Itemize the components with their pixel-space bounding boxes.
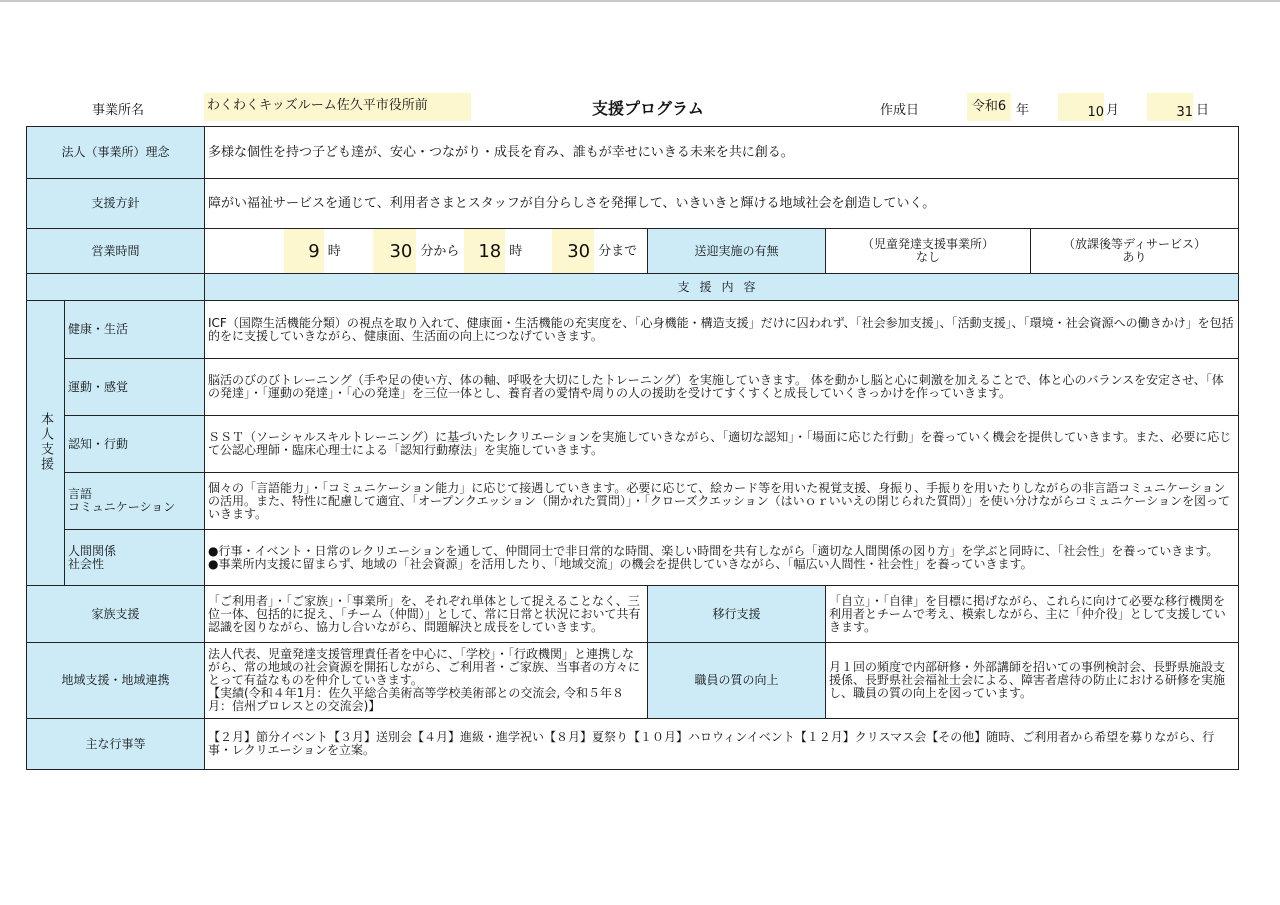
community-text-cell [205, 643, 648, 719]
health-label: 健康・生活 [65, 301, 205, 359]
health-text: ICF（国際生活機能分類）の視点を取り入れて、健康面・生活機能の充実度を、「心身機能・構造支援」だけに囚われず、「社会参加支援」、「活動支援」、「環境・社会資源への働きかけ」を包括的をに支援していきながら、健康面、生活面の向上につなげていきます。 [205, 301, 1239, 359]
motor-row [27, 359, 1239, 416]
relations-row [27, 530, 1239, 586]
after-school-label: （放課後等ディサービス） [1063, 237, 1207, 251]
community-text-1: 法人代表、児童発達支援管理責任者を中心に、「学校」・「行政機関」と連携しながら、常の地域の社会資源を開拓しながら、ご利用者・ご家族、当事者の方々にとって有益なものを仲介していきます。 [208, 647, 641, 687]
community-row [27, 643, 1239, 719]
created-day: 31 [1147, 93, 1193, 121]
hours-row [27, 229, 1239, 274]
relations-text-1: ●行事・イベント・日常のレクリエーションを通して、仲間同士で非日常的な時間、楽しい時間を共有しながら「適切な人間関係の図り方」を学ぶと同時に、「社会性」を養っていきます。 [208, 543, 1219, 558]
events-row [27, 719, 1239, 770]
relations-text-2: ●事業所内支援に留まらず、地域の「社会資源」を活用したり、「地域交流」の機会を提供していきながら、「幅広い人間性・社会性」を養っていきます。 [208, 556, 1033, 571]
transition-label: 移行支援 [648, 586, 826, 643]
support-content-header: 支援内容 [205, 274, 1239, 301]
philosophy-row [27, 127, 1239, 179]
relations-text-cell [205, 530, 1239, 586]
child-dev-value: なし [916, 250, 941, 264]
office-label: 事業所名 [92, 103, 145, 118]
language-text: 個々の「言語能力」・「コミュニケーション能力」に応じて接遇していきます。必要に応じて、絵カード等を用いた視覚支援、身振り、手振りを用いたりしながらの非言語コミュニケーションの活用。また、特性に配慮して適宜、「オープンクエッション（開かれた質問）」・「クローズクエッション（はいｏｒいいえの閉じられた質問）」を使い分けながらコミュニケーションを図っていきます。 [205, 473, 1239, 530]
close-hour: 18 [464, 229, 506, 273]
open-minute: 30 [373, 229, 417, 273]
from-text: 分から [420, 243, 460, 259]
created-era: 令和6 [967, 93, 1011, 121]
child-dev-label: （児童発達支援事業所） [862, 237, 995, 251]
created-month: 10 [1058, 93, 1104, 121]
personal-support-label: 本人支援 [38, 411, 53, 472]
support-program-table [26, 126, 1239, 770]
cognition-text: ＳＳＴ（ソーシャルスキルトレーニング）に基づいたレクリエーションを実施していきながら、「適切な認知」・「場面に応じた行動」を養っていく機会を提供していきます。また、必要に応じて公認心理師・臨床心理士による「認知行動療法」を実施していきます。 [205, 416, 1239, 473]
hours-value-cell [205, 229, 648, 274]
cognition-row [27, 416, 1239, 473]
policy-text: 障がい福祉サービスを通じて、利用者さまとスタッフが自分らしさを発揮して、いきいきと輝ける地域社会を創造していく。 [205, 179, 1239, 229]
close-minute: 30 [552, 229, 594, 273]
open-hour-unit: 時 [327, 243, 341, 259]
community-text-2: 【実績(令和４年1月：佐久平総合美術高等学校美術部との交流会, 令和５年８月：信州プロレスとの交流会)】 [208, 686, 624, 713]
events-label: 主な行事等 [27, 719, 205, 770]
relations-label-cell [65, 530, 205, 586]
family-row [27, 586, 1239, 643]
cognition-label: 認知・行動 [65, 416, 205, 473]
philosophy-label: 法人（事業所）理念 [27, 127, 205, 179]
health-row [27, 301, 1239, 359]
after-school-cell [1031, 229, 1239, 274]
support-content-header-blank [27, 274, 205, 301]
year-suffix: 年 [1016, 103, 1030, 118]
language-label-1: 言語 [68, 487, 93, 501]
staff-label: 職員の質の向上 [648, 643, 826, 719]
family-label: 家族支援 [27, 586, 205, 643]
support-content-header-row [27, 274, 1239, 301]
hours-label: 営業時間 [27, 229, 205, 274]
open-hour: 9 [284, 229, 324, 273]
relations-label-1: 人間関係 [68, 543, 117, 558]
language-row [27, 473, 1239, 530]
office-name: わくわくキッズルーム佐久平市役所前 [204, 93, 471, 121]
language-label-cell [65, 473, 205, 530]
window-top-border [0, 0, 1280, 2]
after-school-value: あり [1122, 250, 1147, 264]
day-suffix: 日 [1196, 103, 1210, 118]
policy-label: 支援方針 [27, 179, 205, 229]
page-title: 支援プログラム [592, 99, 704, 118]
month-suffix: 月 [1106, 103, 1120, 118]
language-label-2: コミュニケーション [68, 500, 176, 514]
motor-text: 脳活のびのびトレーニング（手や足の使い方、体の軸、呼吸を大切にしたトレーニング）を実施していきます。 体を動かし脳と心に刺激を加えることで、体と心のバランスを安定させ、「体の発達」・「運動の発達」・「心の発達」を三位一体とし、養育者の愛情や周りの人の援助を受けてすくすくと成長していくきっかけを作っていきます。 [205, 359, 1239, 416]
staff-text: 月１回の頻度で内部研修・外部講師を招いての事例検討会、長野県施設支援係、長野県社会福祉士会による、障害者虐待の防止における研修を実施し、職員の質の向上を図っています。 [826, 643, 1239, 719]
personal-support-cell [27, 301, 65, 586]
events-text: 【２月】節分イベント【３月】送別会【４月】進級・進学祝い【８月】夏祭り【１０月】ハロウィンイベント【１２月】クリスマス会【その他】随時、ご利用者から希望を募りながら、行事・レクリエーションを立案。 [205, 719, 1239, 770]
created-label: 作成日 [880, 103, 920, 118]
transport-label: 送迎実施の有無 [648, 229, 826, 274]
community-label: 地域支援・地域連携 [27, 643, 205, 719]
motor-label: 運動・感覚 [65, 359, 205, 416]
policy-row [27, 179, 1239, 229]
philosophy-text: 多様な個性を持つ子ども達が、安心・つながり・成長を育み、誰もが幸せにいきる未来を共に創る。 [205, 127, 1239, 179]
child-dev-cell [826, 229, 1031, 274]
until-text: 分まで [598, 243, 638, 259]
relations-label-2: 社会性 [68, 556, 105, 571]
close-hour-unit: 時 [509, 243, 523, 259]
transition-text: 「自立」・「自律」を目標に掲げながら、これらに向けて必要な移行機関を利用者とチームで考え、模索しながら、主に「仲介役」として支援していきます。 [826, 586, 1239, 643]
family-text: 「ご利用者」・「ご家族」・「事業所」を、それぞれ単体として捉えることなく、三位一体、包括的に捉え、「チーム（仲間）」として、常に日常と状況において共有認識を図りながら、協力し合いながら、問題解決と成長をしていきます。 [205, 586, 648, 643]
